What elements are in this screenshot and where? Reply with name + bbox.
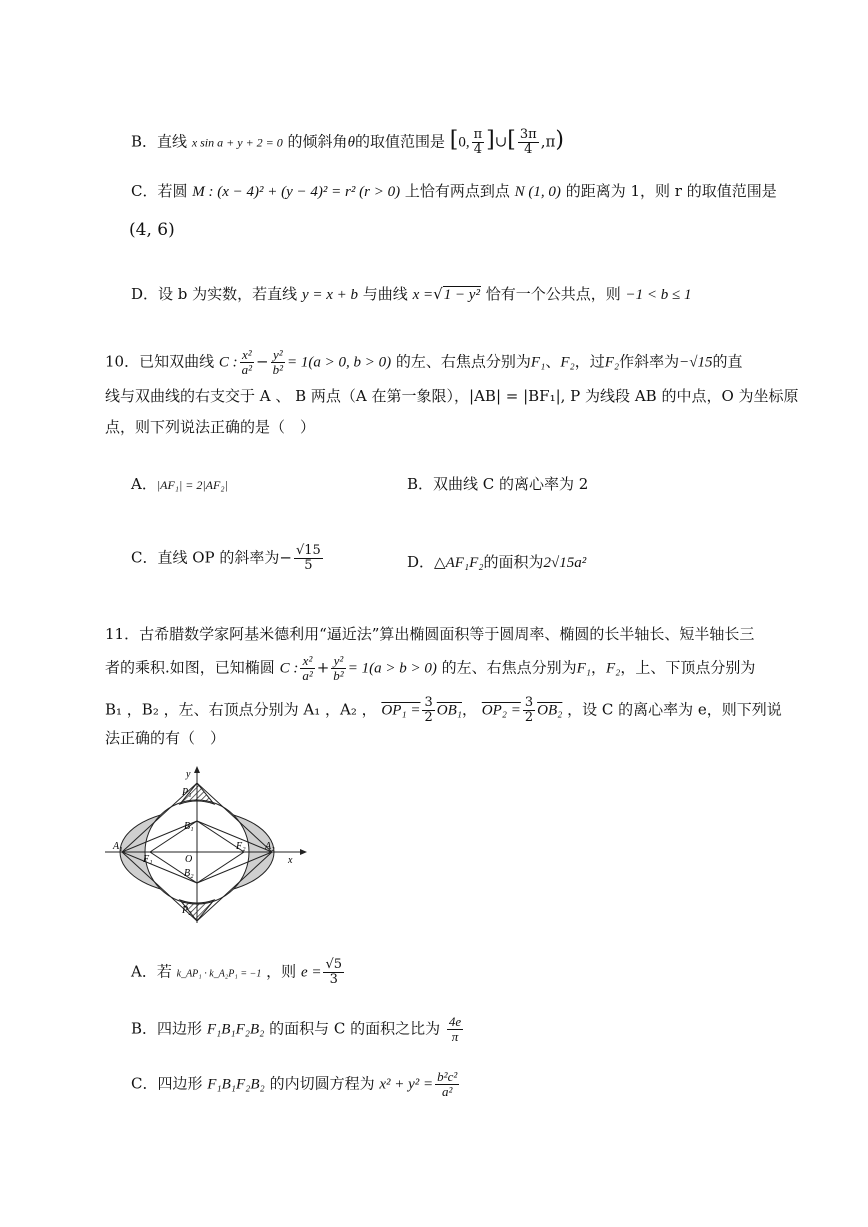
q11-stem-line-4: 法正确的有（ ） xyxy=(105,729,226,747)
label-y: y xyxy=(186,769,191,780)
q9-option-c: C．若圆 M : (x − 4)² + (y − 4)² = r² (r > 0) 上恰有两点到点 N (1, 0) 的距离为 1，则 r 的取值范围是 xyxy=(131,182,777,200)
ellipse-figure xyxy=(100,765,310,925)
q11-stem-line-3: B₁ ，B₂ ，左、右顶点分别为 A₁ ，A₂ ， OP₁ = $\frac{3}{2}$ OB₁， OP₂ = $\frac{3}{2}$ OB₂ ，设 C 的离心率为 e，则下列说 xyxy=(105,695,782,725)
label-o: O xyxy=(185,854,193,865)
q9-option-c-interval: (4, 6) xyxy=(129,220,175,240)
q10-option-a: A．|AF₁| = 2|AF₂| xyxy=(131,475,228,493)
label-x: x xyxy=(288,855,293,866)
q10-stem-line-2: 线与双曲线的右支交于 A 、 B 两点（A 在第一象限），|AB| = |BF₁|, P 为线段 AB 的中点，O 为坐标原 xyxy=(105,387,799,405)
q10-option-c: C．直线 OP 的斜率为− $\frac{√15}{5}$ xyxy=(131,543,321,573)
label-a2: A₂ xyxy=(265,841,275,852)
q10-stem-line-1: 10．已知双曲线 C : $\frac{\text{x²}}{\text{a²}}$ − $\frac{\text{y²}}{\text{b²}}$ = 1(a > 0, b > 0) 的左、右焦点分别为F₁、F₂，过F₂作斜率为−√15的直 xyxy=(105,347,743,377)
q10-option-d: D．△AF₁F₂的面积为2√15a² xyxy=(407,553,587,571)
label-a1: A₁ xyxy=(113,841,123,852)
q10-stem-line-3: 点，则下列说法正确的是（ ） xyxy=(105,418,316,436)
q10-option-b: B．双曲线 C 的离心率为 2 xyxy=(407,475,589,493)
label-b2: B₂ xyxy=(184,868,194,879)
label-f2: F₂ xyxy=(236,841,246,852)
q11-stem-line-1: 11．古希腊数学家阿基米德利用“逼近法”算出椭圆面积等于圆周率、椭圆的长半轴长、短半轴长三 xyxy=(105,625,755,643)
q11-option-b: B．四边形 F₁B₁F₂B₂ 的面积与 C 的面积之比为 $\frac{4e}{\pi}$ xyxy=(131,1014,462,1044)
q11-stem-line-2: 者的乘积.如图，已知椭圆 C : $\frac{\text{x²}}{\text{a²}}$ + $\frac{\text{y²}}{\text{b²}}$ = 1(a > b > 0) 的左、右焦点分别为F₁，F₂，上、下顶点分别为 xyxy=(105,653,756,683)
label-f1: F₁ xyxy=(143,854,153,865)
q11-option-a: A．若 k_AP₁ · k_A₂P₁ = −1 ，则 e = $\frac{√5}{3}$ xyxy=(131,957,343,987)
q9-option-d: D．设 b 为实数，若直线 y = x + b 与曲线 x =√1 − y² 恰有一个公共点，则 −1 < b ≤ 1 xyxy=(131,285,692,303)
label-p1: P₁ xyxy=(182,787,192,798)
q11-option-c: C．四边形 F₁B₁F₂B₂ 的内切圆方程为 x² + y² = $\frac{\text{b²c²}}{\text{a²}}$ xyxy=(131,1069,458,1099)
q9-option-b: B．直线 x sin a + y + 2 = 0 的倾斜角θ的取值范围是 [0, $\frac{\pi}{4}$ ]∪[ $\frac{3\pi}{4}$ ,π) xyxy=(131,127,564,157)
label-p2: P₂ xyxy=(182,905,192,916)
label-b1: B₁ xyxy=(184,821,194,832)
